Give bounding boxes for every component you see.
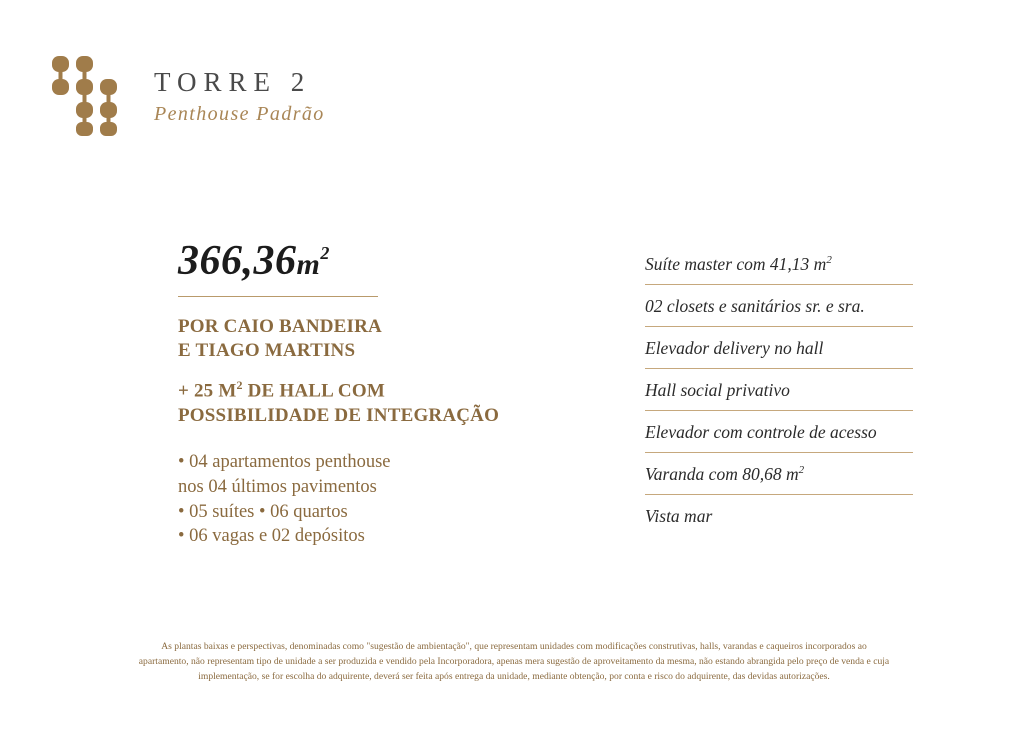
brand-text-block <box>154 64 325 127</box>
feature-text: Elevador com controle de acesso <box>645 422 877 442</box>
list-item <box>645 380 913 411</box>
area-unit-exponent: 2 <box>320 243 330 263</box>
divider <box>178 296 378 297</box>
hall-note-suffix: DE HALL COM <box>242 379 385 401</box>
right-feature-list <box>645 254 913 547</box>
hall-note-block <box>178 378 598 429</box>
hall-note-line-2: POSSIBILIDADE DE INTEGRAÇÃO <box>178 404 500 426</box>
list-item <box>645 422 913 453</box>
list-item: • 04 apartamentos penthouse <box>178 452 391 473</box>
feature-text: Vista mar <box>645 506 713 526</box>
feature-exponent: 2 <box>798 464 805 477</box>
legal-disclaimer: As plantas baixas e perspectivas, denominadas como "sugestão de ambientação", que representam unidades com modificações construtivas, halls, varandas e caqueiros incorporados ao apartamento, não representam tipo de unidade a ser produzida e vendido pela Incorporadora, apenas mera sugestão de aproveitamento da mesma, não estando abrangida pelo preço de venda e cuja implementação, se for escolha do adquirente, deverá ser feita após entrega da unidade, mediante obtenção, por conta e risco do adquirente, das devidas autorizações. <box>138 641 890 682</box>
torre-logo-icon <box>48 52 132 138</box>
list-item <box>645 254 913 285</box>
feature-text: Elevador delivery no hall <box>645 338 824 358</box>
hall-note-line-1 <box>178 378 598 404</box>
authors-line-1: POR CAIO BANDEIRA <box>178 316 382 337</box>
feature-text: Varanda com 80,68 m <box>645 464 799 484</box>
authors-line-2: E TIAGO MARTINS <box>178 340 356 362</box>
list-item: • 06 vagas e 02 depósitos <box>178 526 365 547</box>
feature-text: 02 closets e sanitários sr. e sra. <box>645 296 865 316</box>
list-item <box>645 296 913 327</box>
hall-note-exponent: 2 <box>236 377 243 392</box>
brand-header <box>48 52 325 138</box>
left-column <box>178 240 598 549</box>
features-bullet-list <box>178 450 598 548</box>
area-number: 366,36 <box>178 238 297 284</box>
feature-text: Hall social privativo <box>645 380 790 400</box>
list-item: nos 04 últimos pavimentos <box>178 476 377 497</box>
area-unit: m <box>296 248 321 281</box>
area-headline <box>178 240 598 282</box>
list-item <box>645 464 913 495</box>
page-title: TORRE 2 <box>154 66 312 97</box>
feature-exponent: 2 <box>826 254 832 267</box>
hall-note-prefix: + 25 M <box>178 379 237 401</box>
list-item <box>645 506 913 536</box>
authors-block <box>178 315 598 364</box>
list-item <box>645 338 913 369</box>
list-item: • 05 suítes • 06 quartos <box>178 501 348 522</box>
feature-text: Suíte master com 41,13 m <box>645 254 827 274</box>
page-subtitle: Penthouse Padrão <box>154 103 325 126</box>
